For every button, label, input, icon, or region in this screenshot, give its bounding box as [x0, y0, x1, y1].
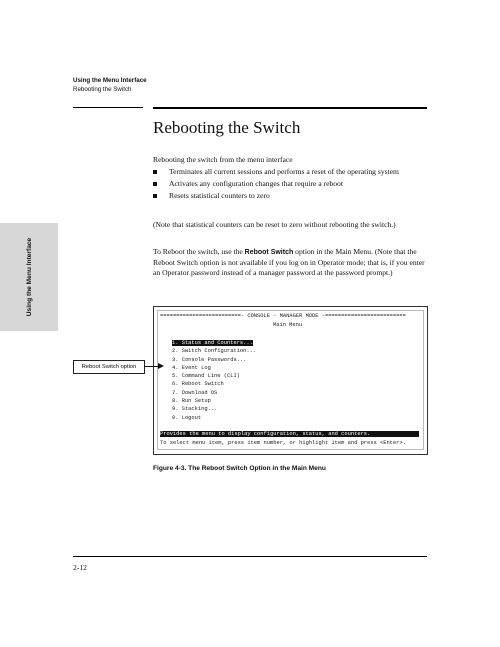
console-menu-item[interactable]: 5. Command Line (CLI): [172, 373, 240, 380]
bullet-list: [153, 167, 429, 204]
console-menu-title: Main Menu: [273, 322, 303, 328]
page-title: Rebooting the Switch: [153, 118, 301, 137]
console-menu-item[interactable]: 7. Download OS: [172, 389, 218, 396]
console-menu-item[interactable]: 8. Run Setup: [172, 398, 211, 405]
console-help-line: To select menu item, press item number, or highlight item and press <Enter>.: [160, 440, 406, 446]
callout-label: Reboot Switch option: [81, 364, 137, 370]
reboot-paragraph: To Reboot the switch, use the Reboot Switch option in the Main Menu. (Note that the Reboot Switch option is not available if you log on in Operator mode; that is, if you enter an Operator password instead of a manager password at the password prompt.): [153, 247, 425, 278]
side-tab: [0, 223, 58, 331]
console-menu-item[interactable]: 3. Console Passwords...: [172, 356, 247, 363]
console-menu-item[interactable]: 1. Status and Counters...: [172, 340, 253, 346]
console-menu-item[interactable]: 9. Stacking...: [172, 406, 218, 413]
side-tab-label: Using the Menu Interface: [25, 237, 33, 317]
console-menu-item[interactable]: 0. Logout: [172, 414, 202, 421]
arrow-right-icon: [158, 363, 164, 369]
page-number: 2-12: [73, 563, 87, 572]
console-screenshot: [153, 306, 428, 455]
bullet-item: Activates any configuration changes that require a reboot: [153, 179, 429, 189]
bullet-item: Resets statistical counters to zero: [153, 191, 429, 201]
console-screen: [157, 310, 424, 450]
console-status-bar: Provides the menu to display configuration, status, and counters.: [160, 431, 419, 437]
note-text: (Note that statistical counters can be reset to zero without rebooting the switch.): [153, 220, 396, 229]
bullet-square-icon: [153, 194, 157, 198]
header-chapter: Using the Menu Interface: [73, 77, 147, 84]
callout-box: [73, 360, 145, 374]
console-header-line: =========================- CONSOLE - MANAGER MODE -=========================: [160, 313, 406, 319]
reboot-option-ref: Reboot Switch: [244, 249, 294, 256]
running-header: [73, 76, 147, 94]
bullet-item: Terminates all current sessions and performs a reset of the operating system: [153, 167, 429, 177]
footer-rule: [73, 556, 427, 557]
header-rule-left: [73, 107, 143, 108]
bullet-square-icon: [153, 182, 157, 186]
header-section: Rebooting the Switch: [73, 86, 132, 93]
intro-text: Rebooting the switch from the menu interface: [153, 155, 293, 164]
figure-caption: Figure 4-3. The Reboot Switch Option in the Main Menu: [153, 465, 326, 472]
bullet-square-icon: [153, 170, 157, 174]
console-menu-item[interactable]: 2. Switch Configuration...: [172, 348, 257, 355]
console-menu-item-reboot[interactable]: 6. Reboot Switch: [172, 381, 224, 388]
console-menu-item[interactable]: 4. Event Log: [172, 364, 211, 371]
header-rule-right: [153, 107, 427, 109]
console-menu: [172, 339, 256, 422]
